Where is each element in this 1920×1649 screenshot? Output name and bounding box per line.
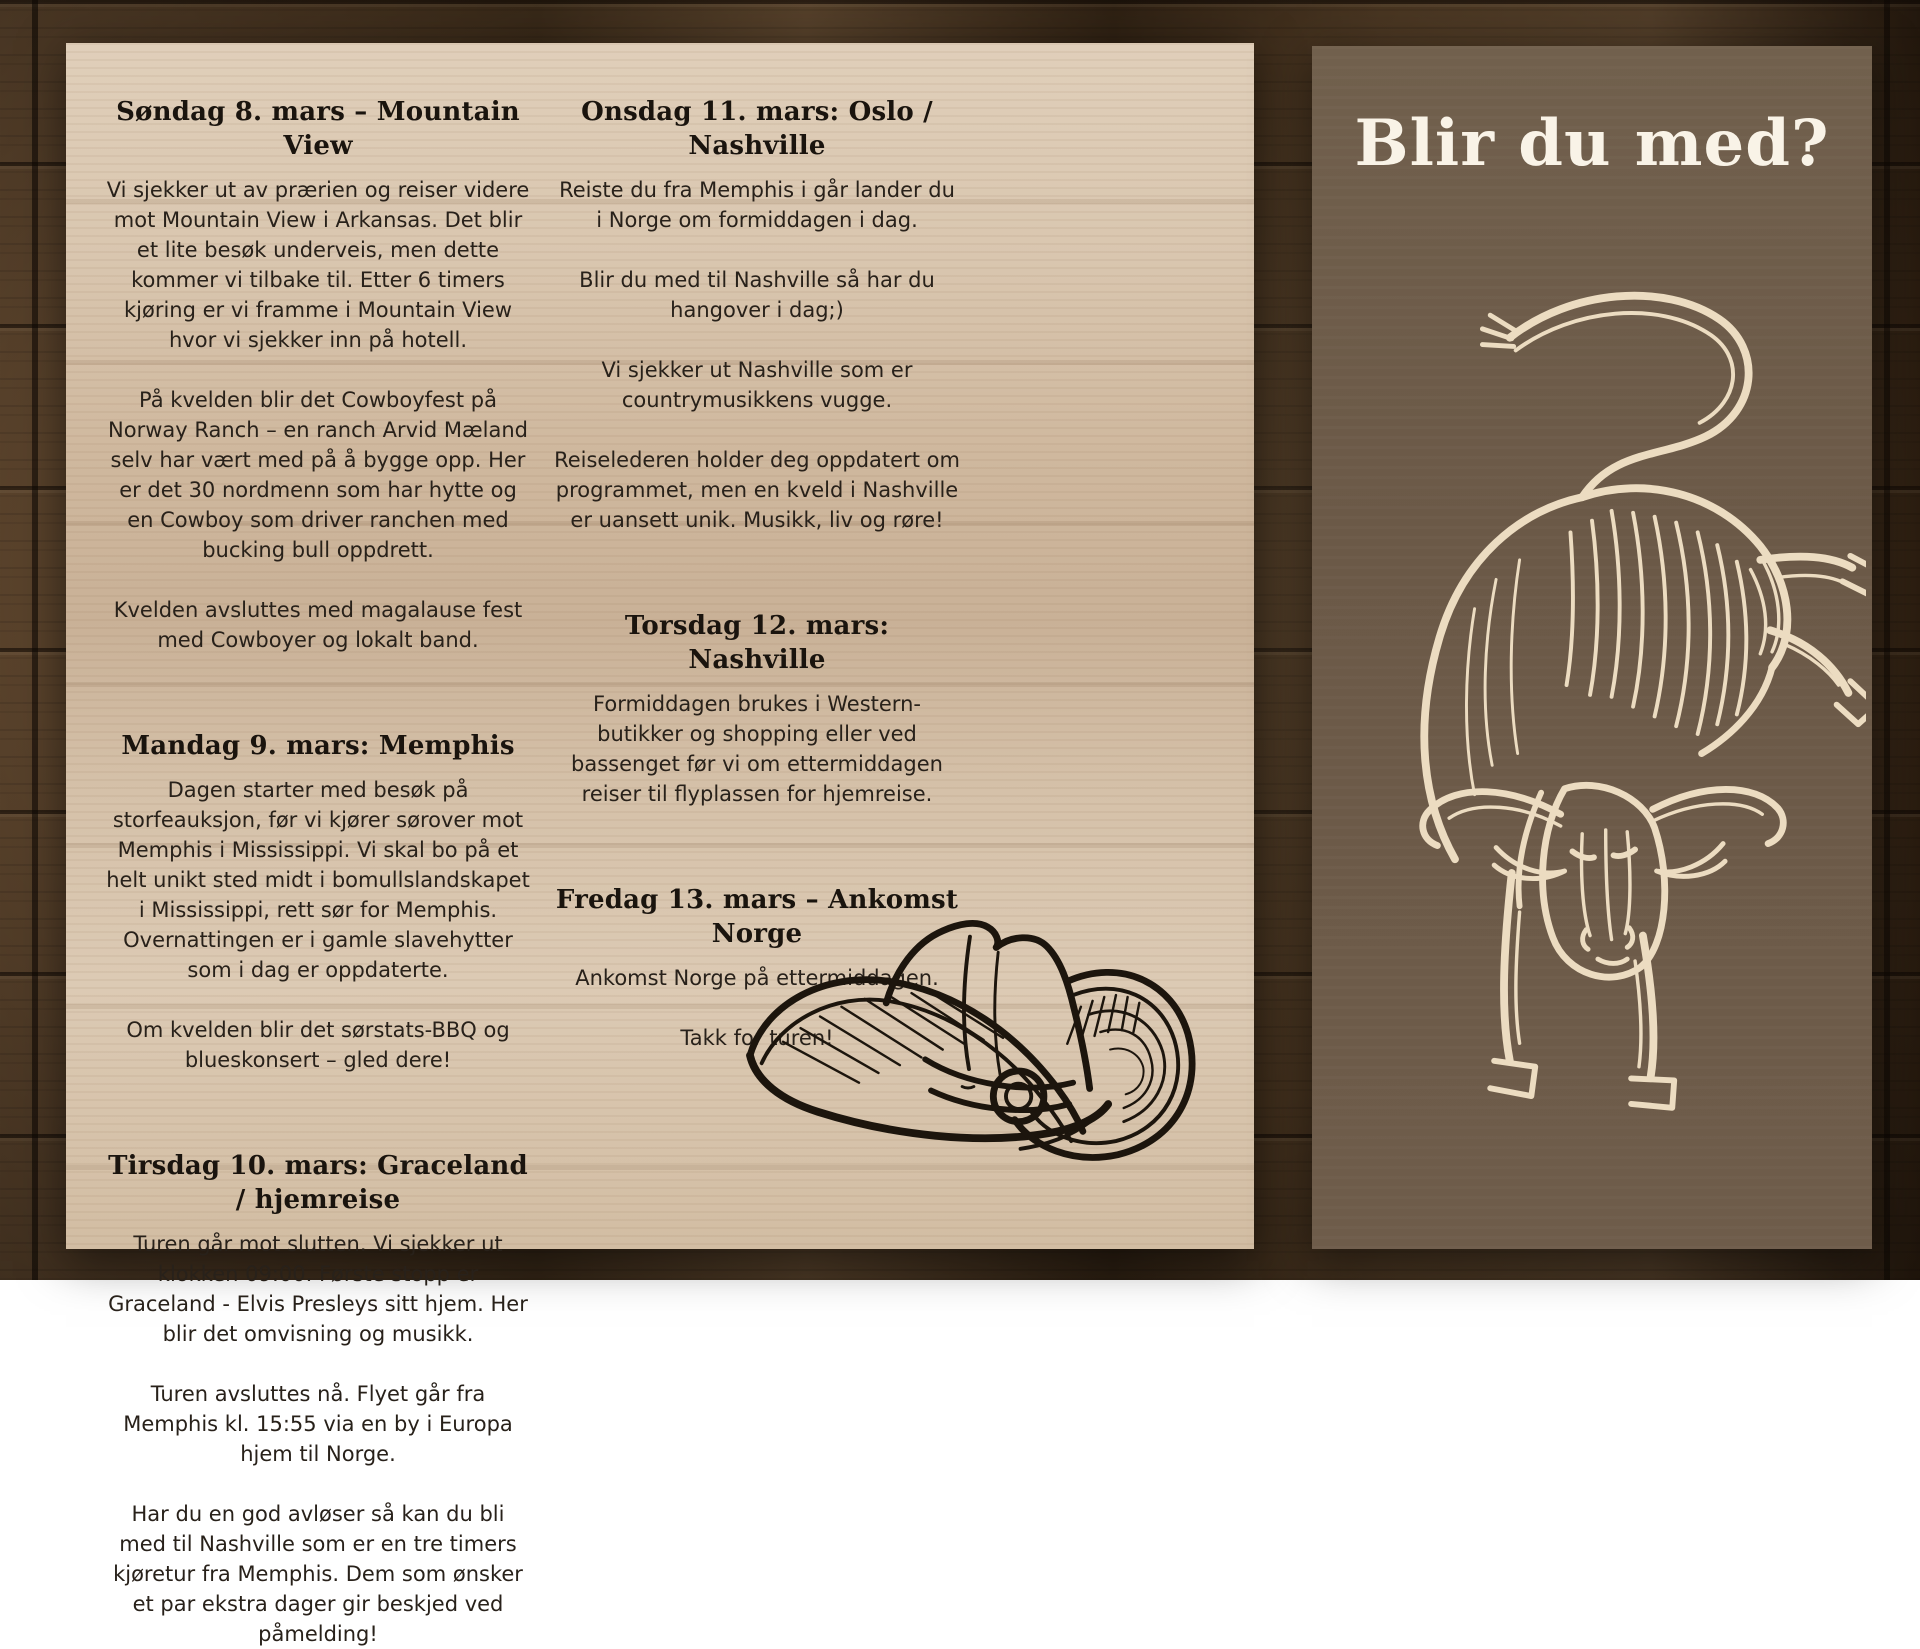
day-paragraph: Kvelden avsluttes med magalause fest med Cowboyer og lokalt band. (113, 598, 523, 652)
day-paragraph: Blir du med til Nashville så har du hangover i dag;) (579, 268, 935, 322)
day-heading: Fredag 13. mars – Ankomst Norge (555, 885, 959, 949)
day-heading: Mandag 9. mars: Memphis (121, 731, 515, 761)
day-heading: Tirsdag 10. mars: Graceland / hjemreise (108, 1151, 528, 1215)
day-paragraph: Takk for turen! (680, 1026, 834, 1050)
day-paragraph: Vi sjekker ut av prærien og reiser videre mot Mountain View i Arkansas. Det blir et lite besøk underveis, men dette kommer vi tilbake til. Etter 6 timers kjøring er vi framme i Mountain View hvor vi sjekker inn på hotell. (106, 178, 530, 352)
itinerary-day-tuesday (106, 1149, 530, 1649)
itinerary-day-thursday (554, 609, 960, 809)
day-paragraph: Turen går mot slutten. Vi sjekker ut klokken 09:00. Første stopp er Graceland - Elvis Presleys sitt hjem. Her blir det omvisning og musikk. (108, 1232, 528, 1346)
day-paragraph: Har du en god avløser så kan du bli med til Nashville som er en tre timers kjøretur fra Memphis. Dem som ønsker et par ekstra dager gir beskjed ved påmelding! (113, 1502, 523, 1646)
day-heading: Onsdag 11. mars: Oslo / Nashville (581, 97, 933, 161)
day-heading: Torsdag 12. mars: Nashville (624, 611, 890, 675)
cover-headline: Blir du med? (1354, 106, 1830, 181)
itinerary-day-wednesday (554, 95, 960, 535)
day-paragraph: Dagen starter med besøk på storfeauksjon, før vi kjører sørover mot Memphis i Mississippi. Vi skal bo på et helt unikt sted midt i bomullslandskapet i Mississippi, rett sør for Memphis. Overnattingen er i gamle slavehytter som i dag er oppdaterte. (106, 778, 530, 982)
brochure-cover-panel (1312, 46, 1872, 1249)
brochure-inner-spread (66, 43, 1254, 1646)
day-paragraph: Formiddagen brukes i Western-butikker og shopping eller ved bassenget før vi om ettermiddagen reiser til flyplassen for hjemreise. (571, 692, 943, 806)
itinerary-day-sunday (106, 95, 530, 655)
day-heading: Søndag 8. mars – Mountain View (116, 97, 520, 161)
bull-illustration (1318, 228, 1866, 1240)
day-paragraph: Reiselederen holder deg oppdatert om programmet, men en kveld i Nashville er uansett unik. Musikk, liv og røre! (554, 448, 960, 532)
day-paragraph: På kvelden blir det Cowboyfest på Norway Ranch – en ranch Arvid Mæland selv har vært med på å bygge opp. Her er det 30 nordmenn som har hytte og en Cowboy som driver ranchen med bucking bull oppdrett. (108, 388, 528, 562)
itinerary-day-monday (106, 729, 530, 1075)
day-paragraph: Om kvelden blir det sørstats-BBQ og blueskonsert – gled dere! (126, 1018, 510, 1072)
day-paragraph: Reiste du fra Memphis i går lander du i Norge om formiddagen i dag. (559, 178, 955, 232)
cowboy-hat-illustration (718, 888, 1218, 1180)
day-paragraph: Turen avsluttes nå. Flyet går fra Memphis kl. 15:55 via en by i Europa hjem til Norge. (123, 1382, 513, 1466)
day-paragraph: Ankomst Norge på ettermiddagen. (575, 966, 939, 990)
itinerary-left-column (106, 95, 530, 1649)
day-paragraph: Vi sjekker ut Nashville som er countrymusikkens vugge. (601, 358, 913, 412)
